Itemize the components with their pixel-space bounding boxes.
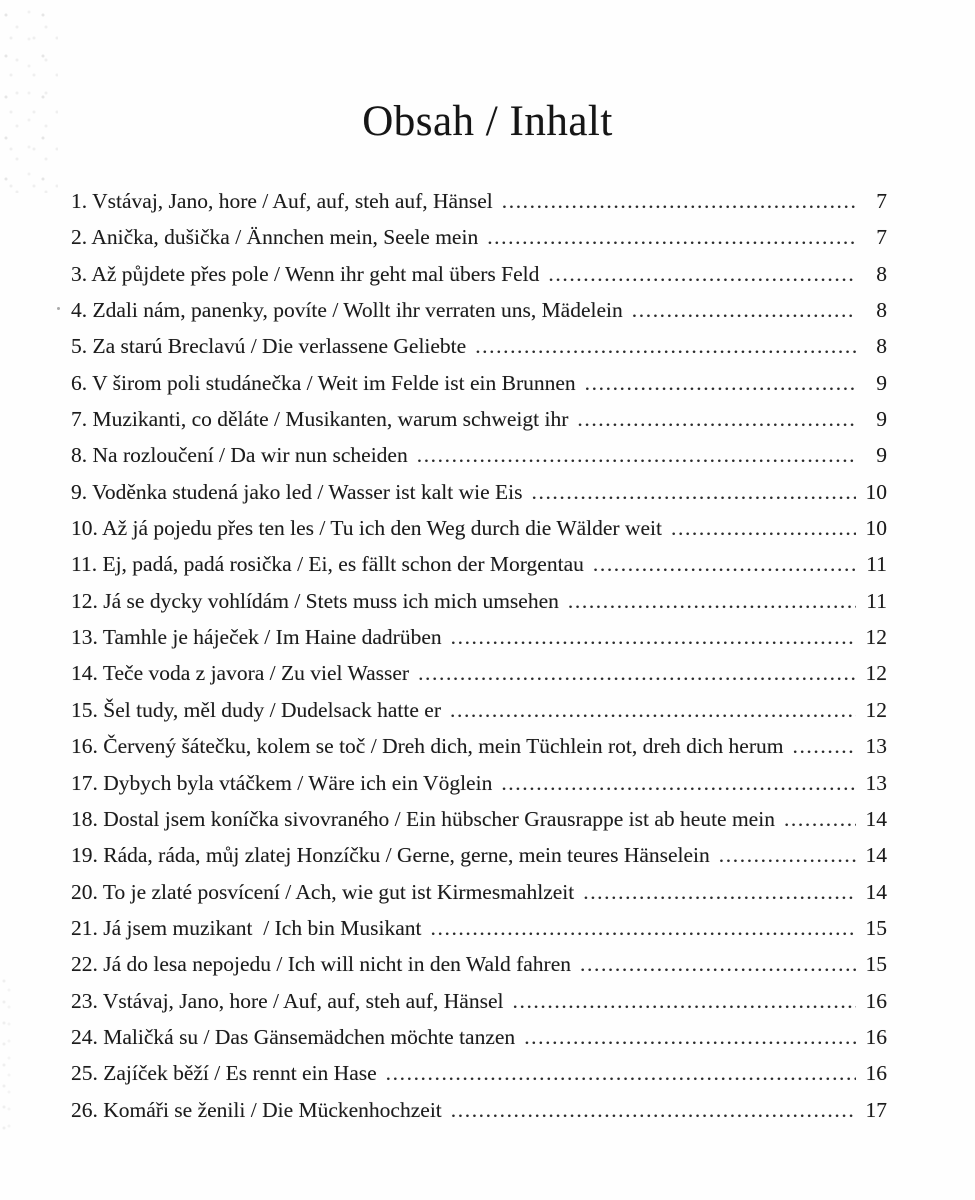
dot-leader — [418, 660, 856, 686]
toc-entry — [71, 697, 887, 733]
toc-entry-label: 14. Teče voda z javora / Zu viel Wasser — [71, 661, 410, 686]
dot-leader — [580, 951, 856, 977]
toc-entry-label: 10. Až já pojedu přes ten les / Tu ich den Weg durch die Wälder weit — [71, 516, 662, 541]
dot-leader — [632, 297, 856, 323]
toc-entry-page: 8 — [876, 261, 887, 286]
dot-leader — [386, 1060, 856, 1086]
toc-entry-page: 7 — [876, 189, 887, 213]
toc-entry-page: 14 — [865, 843, 887, 868]
scan-artifact-left-edge — [0, 975, 13, 1140]
toc-entry — [71, 660, 887, 696]
toc-entry — [71, 879, 887, 915]
toc-entry — [71, 806, 887, 842]
toc-entry-page: 9 — [876, 370, 887, 395]
toc-entry — [71, 915, 887, 951]
toc-entry — [71, 624, 887, 660]
toc-entry-label: 22. Já do lesa nepojedu / Ich will nicht in den Wald fahren — [71, 952, 572, 977]
toc-entry-label: 24. Maličká su / Das Gänsemädchen möchte tanzen — [71, 1024, 516, 1049]
toc-entry — [71, 261, 887, 297]
toc-entry-label: 6. V širom poli studánečka / Weit im Felde ist ein Brunnen — [71, 370, 576, 395]
toc-entry — [71, 442, 887, 478]
toc-entry-label: 9. Voděnka studená jako led / Wasser ist kalt wie Eis — [71, 479, 523, 504]
dot-leader — [451, 624, 856, 650]
toc-entry — [71, 770, 887, 806]
toc-entry — [71, 406, 887, 442]
toc-entry — [71, 297, 887, 333]
dot-leader — [487, 224, 856, 250]
toc-entry-label: 12. Já se dycky vohlídám / Stets muss ich mich umsehen — [71, 588, 559, 613]
toc-entry-page: 8 — [876, 334, 887, 359]
dot-leader — [513, 988, 857, 1014]
dot-leader — [583, 879, 856, 905]
toc-entry-label: 21. Já jsem muzikant / Ich bin Musikant — [71, 915, 422, 940]
toc-entry-page: 16 — [865, 1024, 887, 1049]
toc-entry — [71, 479, 887, 515]
dot-leader — [548, 261, 856, 287]
toc-entry-page: 12 — [865, 625, 887, 650]
dot-leader — [792, 733, 856, 759]
toc-entry — [71, 842, 887, 878]
toc-entry-page: 15 — [865, 915, 887, 940]
dot-leader — [450, 697, 856, 723]
dot-leader — [593, 551, 856, 577]
toc-entry-page: 11 — [866, 588, 887, 613]
toc-entry-page: 10 — [865, 479, 887, 504]
toc-entry-page: 8 — [876, 298, 887, 323]
toc-entry-label: 17. Dybych byla vtáčkem / Wäre ich ein Vöglein — [71, 770, 493, 795]
toc-entry-page: 12 — [865, 697, 887, 722]
toc-entry — [71, 588, 887, 624]
toc-entry-page: 17 — [865, 1097, 887, 1122]
dot-leader — [719, 842, 856, 868]
dot-leader — [417, 442, 856, 468]
dot-leader — [431, 915, 856, 941]
toc-entry — [71, 1060, 887, 1096]
toc-entry-page: 12 — [865, 661, 887, 686]
toc-entry-label: 4. Zdali nám, panenky, povíte / Wollt ihr verraten uns, Mädelein — [71, 298, 623, 323]
toc-entry-page: 15 — [865, 952, 887, 977]
toc-entry-label: 19. Ráda, ráda, můj zlatej Honzíčku / Gerne, gerne, mein teures Hänselein — [71, 843, 710, 868]
toc-entry — [71, 551, 887, 587]
toc-entry-label: 2. Anička, dušička / Ännchen mein, Seele mein — [71, 225, 479, 250]
toc-entry-page: 14 — [865, 806, 887, 831]
toc-entry-page: 13 — [865, 770, 887, 795]
dot-leader — [585, 370, 856, 396]
dot-leader — [568, 588, 856, 614]
toc-entry-page: 7 — [876, 225, 887, 250]
dot-leader — [784, 806, 856, 832]
toc-entry — [71, 733, 887, 769]
page-title: Obsah / Inhalt — [362, 97, 613, 145]
toc-entry-page: 11 — [866, 552, 887, 577]
toc-entry-label: 26. Komáři se ženili / Die Mückenhochzeit — [71, 1097, 442, 1122]
toc-entry-page: 10 — [865, 516, 887, 541]
dot-leader — [502, 188, 856, 214]
dot-leader — [532, 479, 857, 505]
toc-entry-label: 18. Dostal jsem koníčka sivovraného / Ein hübscher Grausrappe ist ab heute mein — [71, 806, 775, 831]
toc-entry — [71, 333, 887, 369]
toc-entry-label: 3. Až půjdete přes pole / Wenn ihr geht mal übers Feld — [71, 261, 540, 286]
toc-entry-label: 25. Zajíček běží / Es rennt ein Hase — [71, 1061, 377, 1086]
dot-leader — [451, 1097, 856, 1123]
toc-entry-page: 14 — [865, 879, 887, 904]
toc-entry — [71, 1097, 887, 1133]
dot-leader — [524, 1024, 856, 1050]
toc-entry-label: 23. Vstávaj, Jano, hore / Auf, auf, steh auf, Hänsel — [71, 988, 504, 1013]
toc-entry — [71, 1024, 887, 1060]
toc-entry-label: 1. Vstávaj, Jano, hore / Auf, auf, steh auf, Hänsel — [71, 189, 493, 213]
toc-entry-page: 13 — [865, 734, 887, 759]
toc-entry — [71, 951, 887, 987]
toc-entry-label: 5. Za starú Breclavú / Die verlassene Geliebte — [71, 334, 467, 359]
toc-entry — [71, 188, 887, 224]
toc-entry-page: 16 — [865, 1061, 887, 1086]
toc-entry-label: 7. Muzikanti, co děláte / Musikanten, warum schweigt ihr — [71, 407, 569, 432]
scan-speck — [57, 307, 60, 310]
dot-leader — [501, 770, 856, 796]
dot-leader — [475, 333, 856, 359]
table-of-contents — [71, 188, 887, 1133]
toc-entry — [71, 224, 887, 260]
toc-entry-label: 8. Na rozloučení / Da wir nun scheiden — [71, 443, 408, 468]
toc-entry-page: 16 — [865, 988, 887, 1013]
toc-entry-label: 11. Ej, padá, padá rosička / Ei, es fällt schon der Morgentau — [71, 552, 584, 577]
toc-entry — [71, 370, 887, 406]
toc-entry — [71, 988, 887, 1024]
toc-entry-label: 13. Tamhle je háječek / Im Haine dadrüben — [71, 625, 442, 650]
dot-leader — [671, 515, 856, 541]
toc-entry-label: 20. To je zlaté posvícení / Ach, wie gut ist Kirmesmahlzeit — [71, 879, 575, 904]
toc-entry-page: 9 — [876, 407, 887, 432]
toc-entry — [71, 515, 887, 551]
dot-leader — [577, 406, 856, 432]
toc-entry-label: 16. Červený šátečku, kolem se toč / Dreh dich, mein Tüchlein rot, dreh dich herum — [71, 734, 784, 759]
toc-entry-label: 15. Šel tudy, měl dudy / Dudelsack hatte er — [71, 697, 441, 722]
toc-entry-page: 9 — [876, 443, 887, 468]
